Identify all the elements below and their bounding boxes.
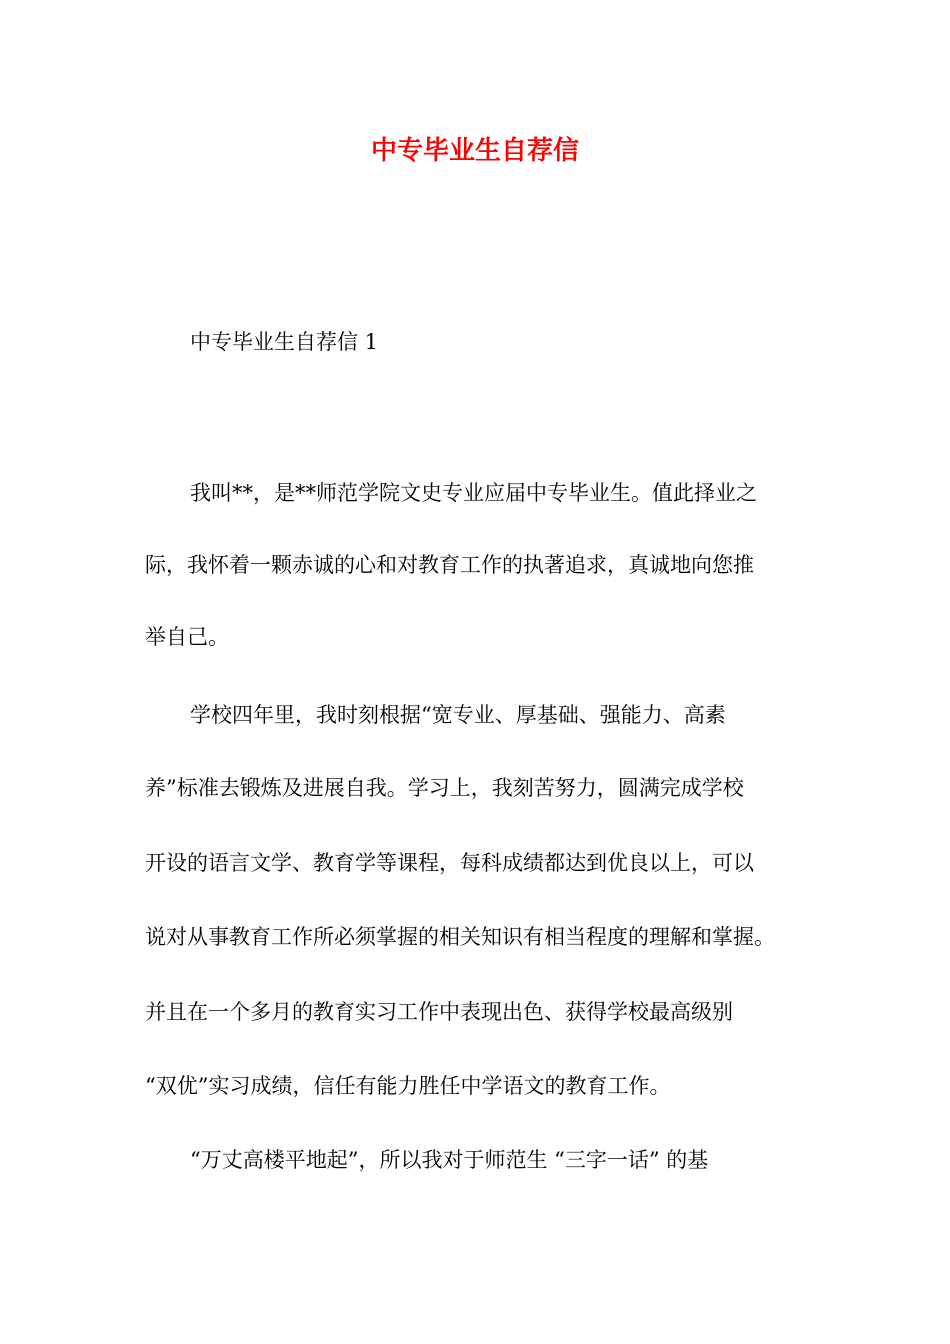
document-title: 中专毕业生自荐信 [370, 136, 579, 166]
paragraph-line: 我叫**，是**师范学院文史专业应届中专毕业生。值此择业之 [190, 481, 757, 505]
paragraph-line: 学校四年里，我时刻根据“宽专业、厚基础、强能力、高素 [190, 703, 726, 727]
paragraph-line: “双优”实习成绩，信任有能力胜任中学语文的教育工作。 [145, 1074, 671, 1098]
paragraph-line: 开设的语言文学、教育学等课程，每科成绩都达到优良以上，可以 [145, 851, 754, 875]
paragraph-line: “万丈高楼平地起”，所以我对于师范生 “三字一话” 的基 [190, 1148, 709, 1172]
paragraph-line: 养”标准去锻炼及进展自我。学习上，我刻苦努力，圆满完成学校 [145, 776, 744, 800]
paragraph-line: 并且在一个多月的教育实习工作中表现出色、获得学校最高级别 [145, 1000, 733, 1024]
paragraph-line: 际，我怀着一颗赤诚的心和对教育工作的执著追求，真诚地向您推 [145, 553, 754, 577]
section-heading: 中专毕业生自荐信 1 [190, 330, 379, 354]
paragraph-line: 说对从事教育工作所必须掌握的相关知识有相当程度的理解和掌握。 [145, 925, 775, 949]
paragraph-line: 举自己。 [145, 625, 229, 649]
